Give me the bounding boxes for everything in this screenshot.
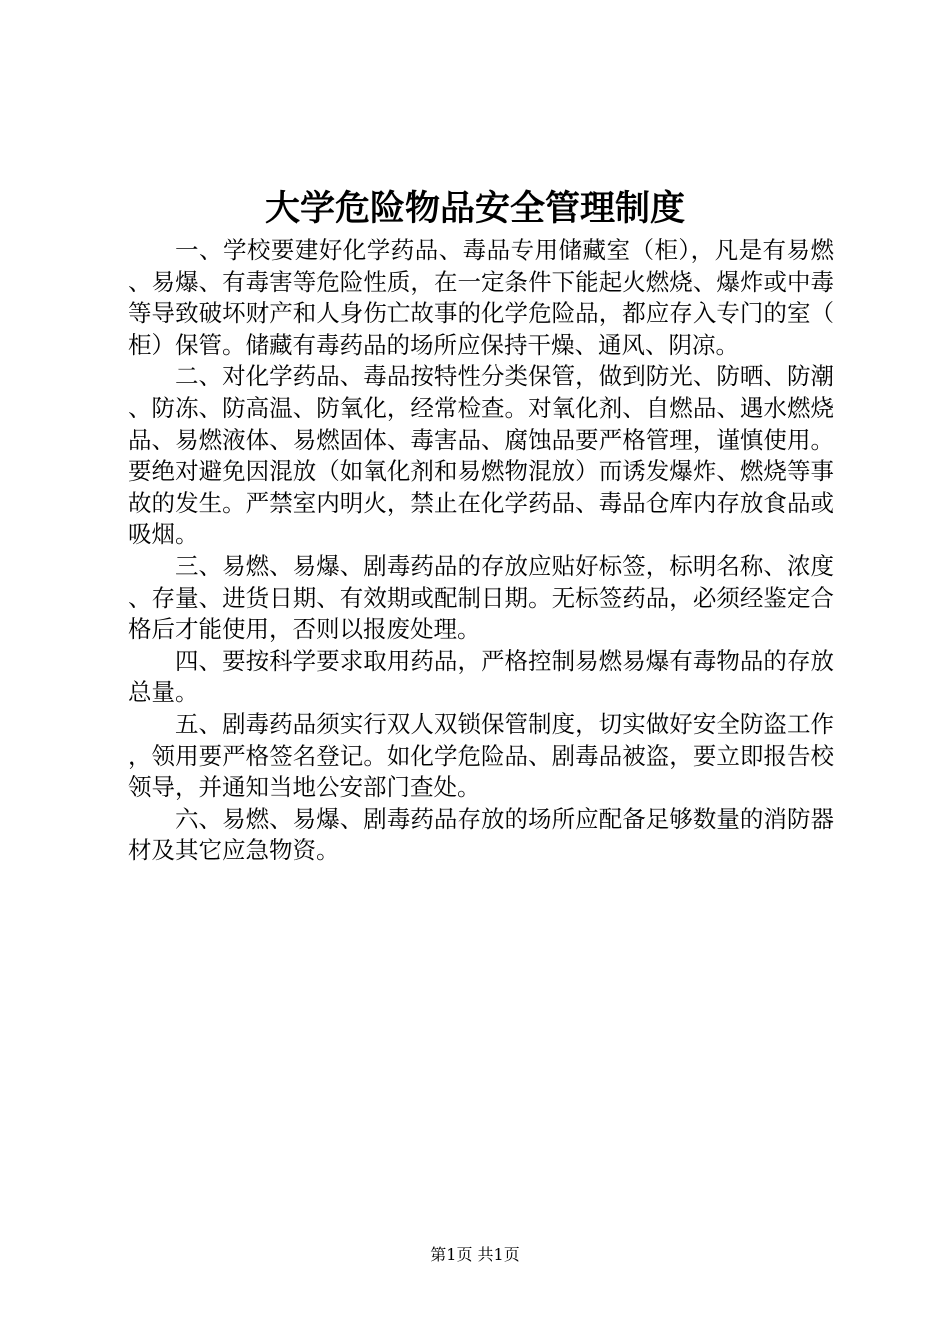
paragraph-1: 一、学校要建好化学药品、毒品专用储藏室（柜），凡是有易燃、易爆、有毒害等危险性质，在一定条件下能起火燃烧、爆炸或中毒等导致破坏财产和人身伤亡故事的化学危险品，都应存入专门的室（柜）保管。储藏有毒药品的场所应保持干燥、通风、阴凉。 — [128, 236, 834, 359]
paragraph-4: 四、要按科学要求取用药品，严格控制易燃易爆有毒物品的存放总量。 — [128, 646, 834, 707]
document-body — [128, 235, 834, 867]
paragraph-3: 三、易燃、易爆、剧毒药品的存放应贴好标签，标明名称、浓度、存量、进货日期、有效期或配制日期。无标签药品，必须经鉴定合格后才能使用，否则以报废处理。 — [128, 551, 834, 644]
paragraph-2: 二、对化学药品、毒品按特性分类保管，做到防光、防晒、防潮、防冻、防高温、防氧化，经常检查。对氧化剂、自燃品、遇水燃烧品、易燃液体、易燃固体、毒害品、腐蚀品要严格管理，谨慎使用。要绝对避免因混放（如氧化剂和易燃物混放）而诱发爆炸、燃烧等事故的发生。严禁室内明火，禁止在化学药品、毒品仓库内存放食品或吸烟。 — [128, 362, 834, 549]
document-title: 大学危险物品安全管理制度 — [264, 189, 685, 229]
paragraph-5: 五、剧毒药品须实行双人双锁保管制度，切实做好安全防盗工作，领用要严格签名登记。如化学危险品、剧毒品被盗，要立即报告校领导，并通知当地公安部门查处。 — [128, 709, 834, 802]
paragraph-6: 六、易燃、易爆、剧毒药品存放的场所应配备足够数量的消防器材及其它应急物资。 — [128, 804, 834, 865]
page-footer: 第1页 共1页 — [430, 1245, 520, 1264]
